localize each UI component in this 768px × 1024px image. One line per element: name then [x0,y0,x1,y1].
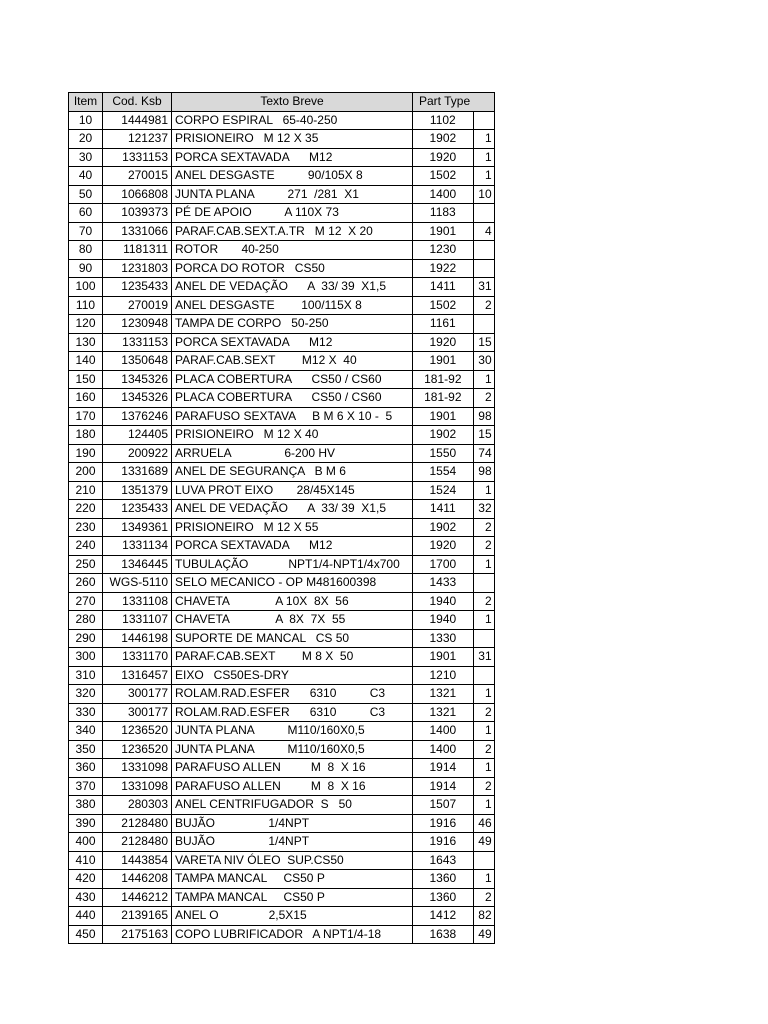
cell-qty[interactable]: 1 [473,796,494,815]
cell-qty[interactable]: 1 [473,685,494,704]
cell-item[interactable]: 280 [69,611,103,630]
cell-cod-ksb[interactable]: 1345326 [103,389,172,408]
cell-qty[interactable] [473,204,494,223]
table-row [69,666,495,685]
cell-part-type[interactable]: 1321 [413,685,474,704]
cell-qty[interactable] [473,111,494,130]
cell-qty[interactable]: 1 [473,870,494,889]
cell-part-type[interactable]: 1400 [413,740,474,759]
cell-qty[interactable]: 1 [473,722,494,741]
cell-cod-ksb[interactable]: 1446208 [103,870,172,889]
cell-qty[interactable]: 2 [473,537,494,556]
cell-item[interactable]: 180 [69,426,103,445]
cell-texto-breve[interactable]: PLACA COBERTURA CS50 / CS60 [172,389,413,408]
cell-part-type[interactable]: 1920 [413,333,474,352]
header-row [69,93,495,112]
cell-qty[interactable]: 2 [473,592,494,611]
cell-texto-breve[interactable]: ANEL O 2,5X15 [172,907,413,926]
cell-item[interactable]: 320 [69,685,103,704]
cell-qty[interactable] [473,629,494,648]
cell-part-type[interactable]: 1901 [413,648,474,667]
cell-item[interactable]: 240 [69,537,103,556]
cell-qty[interactable]: 1 [473,611,494,630]
cell-cod-ksb[interactable]: 270015 [103,167,172,186]
cell-cod-ksb[interactable]: 1331170 [103,648,172,667]
cell-cod-ksb[interactable]: 1331134 [103,537,172,556]
cell-cod-ksb[interactable]: 121237 [103,130,172,149]
table-row [69,222,495,241]
table-row [69,907,495,926]
cell-part-type[interactable]: 1914 [413,759,474,778]
cell-item[interactable]: 250 [69,555,103,574]
cell-cod-ksb[interactable]: 200922 [103,444,172,463]
cell-cod-ksb[interactable]: 1331098 [103,777,172,796]
cell-qty[interactable]: 1 [473,167,494,186]
table-row [69,426,495,445]
cell-qty[interactable] [473,851,494,870]
header-cod-ksb[interactable]: Cod. Ksb [103,93,172,112]
cell-part-type[interactable]: 1902 [413,130,474,149]
header-item[interactable]: Item [69,93,103,112]
cell-part-type[interactable]: 1554 [413,463,474,482]
table-row [69,814,495,833]
cell-qty[interactable] [473,666,494,685]
cell-texto-breve[interactable]: TAMPA MANCAL CS50 P [172,870,413,889]
cell-texto-breve[interactable]: PÉ DE APOIO A 110X 73 [172,204,413,223]
cell-cod-ksb[interactable]: 1346445 [103,555,172,574]
cell-part-type[interactable]: 1550 [413,444,474,463]
cell-texto-breve[interactable]: PLACA COBERTURA CS50 / CS60 [172,370,413,389]
table-row [69,759,495,778]
cell-part-type[interactable]: 1411 [413,278,474,297]
cell-qty[interactable]: 15 [473,426,494,445]
cell-part-type[interactable]: 1102 [413,111,474,130]
table-row [69,111,495,130]
cell-cod-ksb[interactable]: 1066808 [103,185,172,204]
cell-part-type[interactable]: 1638 [413,925,474,944]
cell-item[interactable]: 260 [69,574,103,593]
table-row [69,407,495,426]
cell-item[interactable]: 140 [69,352,103,371]
cell-item[interactable]: 110 [69,296,103,315]
table-row [69,463,495,482]
cell-texto-breve[interactable]: TUBULAÇÃO NPT1/4-NPT1/4x700 [172,555,413,574]
cell-part-type[interactable]: 181-92 [413,389,474,408]
cell-texto-breve[interactable]: TAMPA DE CORPO 50-250 [172,315,413,334]
cell-cod-ksb[interactable]: 1446212 [103,888,172,907]
table-row [69,444,495,463]
table-row [69,555,495,574]
cell-item[interactable]: 420 [69,870,103,889]
cell-texto-breve[interactable]: JUNTA PLANA M110/160X0,5 [172,722,413,741]
table-row [69,888,495,907]
table-row [69,518,495,537]
cell-texto-breve[interactable]: CHAVETA A 10X 8X 56 [172,592,413,611]
parts-table [68,92,495,944]
cell-item[interactable]: 90 [69,259,103,278]
table-row [69,278,495,297]
cell-qty[interactable] [473,241,494,260]
cell-cod-ksb[interactable]: 1230948 [103,315,172,334]
header-texto-breve[interactable]: Texto Breve [172,93,413,112]
cell-cod-ksb[interactable]: 1331066 [103,222,172,241]
cell-texto-breve[interactable]: TAMPA MANCAL CS50 P [172,888,413,907]
cell-cod-ksb[interactable]: 1345326 [103,370,172,389]
cell-texto-breve[interactable]: ANEL DESGASTE 100/115X 8 [172,296,413,315]
table-row [69,204,495,223]
cell-texto-breve[interactable]: CHAVETA A 8X 7X 55 [172,611,413,630]
cell-texto-breve[interactable]: PARAFUSO ALLEN M 8 X 16 [172,759,413,778]
cell-cod-ksb[interactable]: 1331689 [103,463,172,482]
cell-cod-ksb[interactable]: 1331153 [103,148,172,167]
cell-part-type[interactable]: 1922 [413,259,474,278]
table-row [69,481,495,500]
cell-cod-ksb[interactable]: 1444981 [103,111,172,130]
cell-qty[interactable]: 2 [473,703,494,722]
cell-item[interactable]: 210 [69,481,103,500]
cell-cod-ksb[interactable]: 1039373 [103,204,172,223]
cell-texto-breve[interactable]: PORCA SEXTAVADA M12 [172,333,413,352]
cell-cod-ksb[interactable]: 1236520 [103,722,172,741]
cell-cod-ksb[interactable]: 1443854 [103,851,172,870]
cell-texto-breve[interactable]: ANEL DE VEDAÇÃO A 33/ 39 X1,5 [172,500,413,519]
cell-qty[interactable]: 98 [473,407,494,426]
cell-item[interactable]: 150 [69,370,103,389]
cell-part-type[interactable]: 1360 [413,888,474,907]
cell-cod-ksb[interactable]: 1316457 [103,666,172,685]
cell-part-type[interactable]: 1916 [413,833,474,852]
table-row [69,740,495,759]
cell-texto-breve[interactable]: CORPO ESPIRAL 65-40-250 [172,111,413,130]
cell-cod-ksb[interactable]: 300177 [103,685,172,704]
cell-texto-breve[interactable]: PRISIONEIRO M 12 X 40 [172,426,413,445]
cell-item[interactable]: 170 [69,407,103,426]
cell-texto-breve[interactable]: ANEL CENTRIFUGADOR S 50 [172,796,413,815]
cell-cod-ksb[interactable]: 1231803 [103,259,172,278]
cell-cod-ksb[interactable]: 1331098 [103,759,172,778]
table-row [69,315,495,334]
cell-item[interactable]: 390 [69,814,103,833]
cell-part-type[interactable]: 1524 [413,481,474,500]
cell-part-type[interactable]: 181-92 [413,370,474,389]
table-row [69,333,495,352]
cell-part-type[interactable]: 1400 [413,185,474,204]
cell-part-type[interactable]: 1412 [413,907,474,926]
cell-qty[interactable]: 74 [473,444,494,463]
cell-qty[interactable]: 1 [473,481,494,500]
cell-item[interactable]: 220 [69,500,103,519]
cell-texto-breve[interactable]: PARAFUSO SEXTAVA B M 6 X 10 - 5 [172,407,413,426]
table-row [69,241,495,260]
table-row [69,389,495,408]
cell-cod-ksb[interactable]: 300177 [103,703,172,722]
cell-texto-breve[interactable]: PORCA DO ROTOR CS50 [172,259,413,278]
cell-qty[interactable]: 2 [473,389,494,408]
cell-qty[interactable]: 2 [473,777,494,796]
table-row [69,870,495,889]
cell-cod-ksb[interactable]: 1331107 [103,611,172,630]
cell-qty[interactable]: 2 [473,888,494,907]
cell-part-type[interactable]: 1183 [413,204,474,223]
cell-qty[interactable]: 46 [473,814,494,833]
cell-item[interactable]: 100 [69,278,103,297]
cell-item[interactable]: 270 [69,592,103,611]
cell-qty[interactable] [473,574,494,593]
cell-qty[interactable] [473,315,494,334]
cell-item[interactable]: 20 [69,130,103,149]
cell-item[interactable]: 430 [69,888,103,907]
cell-item[interactable]: 450 [69,925,103,944]
cell-qty[interactable]: 10 [473,185,494,204]
table-row [69,185,495,204]
cell-item[interactable]: 310 [69,666,103,685]
cell-texto-breve[interactable]: SUPORTE DE MANCAL CS 50 [172,629,413,648]
table-row [69,611,495,630]
cell-item[interactable]: 400 [69,833,103,852]
cell-item[interactable]: 290 [69,629,103,648]
cell-qty[interactable]: 32 [473,500,494,519]
cell-texto-breve[interactable]: PARAFUSO ALLEN M 8 X 16 [172,777,413,796]
cell-cod-ksb[interactable]: 1351379 [103,481,172,500]
table-row [69,722,495,741]
table-row [69,833,495,852]
cell-texto-breve[interactable]: JUNTA PLANA M110/160X0,5 [172,740,413,759]
cell-cod-ksb[interactable]: 1331153 [103,333,172,352]
cell-texto-breve[interactable]: PARAF.CAB.SEXT.A.TR M 12 X 20 [172,222,413,241]
cell-item[interactable]: 230 [69,518,103,537]
cell-part-type[interactable]: 1330 [413,629,474,648]
cell-cod-ksb[interactable]: 1181311 [103,241,172,260]
header-part-type[interactable]: Part Type [413,93,474,112]
cell-item[interactable]: 120 [69,315,103,334]
cell-qty[interactable]: 49 [473,925,494,944]
cell-part-type[interactable]: 1400 [413,722,474,741]
cell-part-type[interactable]: 1210 [413,666,474,685]
table-row [69,592,495,611]
cell-part-type[interactable]: 1902 [413,518,474,537]
table-row [69,352,495,371]
cell-qty[interactable]: 98 [473,463,494,482]
cell-cod-ksb[interactable]: 2128480 [103,833,172,852]
cell-cod-ksb[interactable]: 1376246 [103,407,172,426]
cell-texto-breve[interactable]: PRISIONEIRO M 12 X 55 [172,518,413,537]
cell-part-type[interactable]: 1902 [413,426,474,445]
cell-texto-breve[interactable]: EIXO CS50ES-DRY [172,666,413,685]
cell-qty[interactable]: 15 [473,333,494,352]
cell-part-type[interactable]: 1901 [413,407,474,426]
cell-item[interactable]: 380 [69,796,103,815]
cell-part-type[interactable]: 1360 [413,870,474,889]
table-row [69,629,495,648]
cell-texto-breve[interactable]: COPO LUBRIFICADOR A NPT1/4-18 [172,925,413,944]
table-row [69,130,495,149]
cell-part-type[interactable]: 1230 [413,241,474,260]
cell-qty[interactable]: 4 [473,222,494,241]
cell-qty[interactable]: 2 [473,296,494,315]
cell-part-type[interactable]: 1920 [413,537,474,556]
cell-texto-breve[interactable]: PARAF.CAB.SEXT M12 X 40 [172,352,413,371]
table-row [69,648,495,667]
cell-qty[interactable]: 82 [473,907,494,926]
cell-item[interactable]: 410 [69,851,103,870]
cell-qty[interactable]: 2 [473,518,494,537]
cell-part-type[interactable]: 1940 [413,592,474,611]
table-row [69,777,495,796]
cell-item[interactable]: 300 [69,648,103,667]
header-qty[interactable] [473,93,494,112]
cell-qty[interactable]: 49 [473,833,494,852]
cell-qty[interactable]: 1 [473,759,494,778]
cell-texto-breve[interactable]: BUJÃO 1/4NPT [172,814,413,833]
cell-part-type[interactable]: 1411 [413,500,474,519]
table-row [69,167,495,186]
cell-part-type[interactable]: 1940 [413,611,474,630]
cell-part-type[interactable]: 1433 [413,574,474,593]
cell-qty[interactable]: 31 [473,648,494,667]
cell-texto-breve[interactable]: ROLAM.RAD.ESFER 6310 C3 [172,685,413,704]
cell-texto-breve[interactable]: PRISIONEIRO M 12 X 35 [172,130,413,149]
cell-item[interactable]: 190 [69,444,103,463]
cell-cod-ksb[interactable]: 124405 [103,426,172,445]
cell-item[interactable]: 40 [69,167,103,186]
cell-cod-ksb[interactable]: 1350648 [103,352,172,371]
cell-part-type[interactable]: 1502 [413,167,474,186]
cell-cod-ksb[interactable]: 270019 [103,296,172,315]
cell-qty[interactable]: 1 [473,370,494,389]
table-row [69,574,495,593]
cell-texto-breve[interactable]: ROLAM.RAD.ESFER 6310 C3 [172,703,413,722]
cell-qty[interactable]: 1 [473,130,494,149]
cell-qty[interactable]: 1 [473,148,494,167]
table-row [69,851,495,870]
cell-texto-breve[interactable]: ANEL DESGASTE 90/105X 8 [172,167,413,186]
cell-cod-ksb[interactable]: 1235433 [103,278,172,297]
cell-cod-ksb[interactable]: 1331108 [103,592,172,611]
cell-texto-breve[interactable]: ANEL DE SEGURANÇA B M 6 [172,463,413,482]
cell-item[interactable]: 200 [69,463,103,482]
cell-item[interactable]: 360 [69,759,103,778]
cell-item[interactable]: 30 [69,148,103,167]
cell-part-type[interactable]: 1321 [413,703,474,722]
cell-texto-breve[interactable]: PORCA SEXTAVADA M12 [172,537,413,556]
cell-part-type[interactable]: 1161 [413,315,474,334]
cell-texto-breve[interactable]: ARRUELA 6-200 HV [172,444,413,463]
table-row [69,500,495,519]
cell-cod-ksb[interactable]: 1236520 [103,740,172,759]
cell-part-type[interactable]: 1502 [413,296,474,315]
cell-qty[interactable] [473,259,494,278]
cell-part-type[interactable]: 1901 [413,222,474,241]
table-row [69,925,495,944]
cell-qty[interactable]: 2 [473,740,494,759]
cell-texto-breve[interactable]: ROTOR 40-250 [172,241,413,260]
cell-texto-breve[interactable]: JUNTA PLANA 271 /281 X1 [172,185,413,204]
cell-part-type[interactable]: 1920 [413,148,474,167]
table-row [69,370,495,389]
cell-qty[interactable]: 31 [473,278,494,297]
cell-texto-breve[interactable]: SELO MECANICO - OP M481600398 [172,574,413,593]
cell-item[interactable]: 160 [69,389,103,408]
cell-item[interactable]: 440 [69,907,103,926]
cell-item[interactable]: 10 [69,111,103,130]
cell-texto-breve[interactable]: PORCA SEXTAVADA M12 [172,148,413,167]
cell-texto-breve[interactable]: LUVA PROT EIXO 28/45X145 [172,481,413,500]
cell-item[interactable]: 350 [69,740,103,759]
cell-item[interactable]: 70 [69,222,103,241]
cell-cod-ksb[interactable]: 2128480 [103,814,172,833]
cell-part-type[interactable]: 1507 [413,796,474,815]
table-row [69,148,495,167]
cell-item[interactable]: 330 [69,703,103,722]
cell-item[interactable]: 60 [69,204,103,223]
cell-cod-ksb[interactable]: 2175163 [103,925,172,944]
cell-texto-breve[interactable]: VARETA NIV ÓLEO SUP.CS50 [172,851,413,870]
cell-item[interactable]: 50 [69,185,103,204]
cell-item[interactable]: 130 [69,333,103,352]
cell-cod-ksb[interactable]: 2139165 [103,907,172,926]
cell-texto-breve[interactable]: PARAF.CAB.SEXT M 8 X 50 [172,648,413,667]
table-row [69,259,495,278]
cell-cod-ksb[interactable]: 1235433 [103,500,172,519]
cell-item[interactable]: 80 [69,241,103,260]
cell-part-type[interactable]: 1643 [413,851,474,870]
cell-item[interactable]: 370 [69,777,103,796]
cell-part-type[interactable]: 1700 [413,555,474,574]
cell-qty[interactable]: 30 [473,352,494,371]
cell-item[interactable]: 340 [69,722,103,741]
cell-cod-ksb[interactable]: 1349361 [103,518,172,537]
cell-cod-ksb[interactable]: 280303 [103,796,172,815]
table-row [69,296,495,315]
table-row [69,537,495,556]
parts-sheet [68,92,495,944]
table-row [69,796,495,815]
cell-part-type[interactable]: 1901 [413,352,474,371]
cell-part-type[interactable]: 1914 [413,777,474,796]
table-row [69,703,495,722]
table-row [69,685,495,704]
cell-texto-breve[interactable]: BUJÃO 1/4NPT [172,833,413,852]
cell-cod-ksb[interactable]: 1446198 [103,629,172,648]
cell-cod-ksb[interactable]: WGS-5110 [103,574,172,593]
cell-texto-breve[interactable]: ANEL DE VEDAÇÃO A 33/ 39 X1,5 [172,278,413,297]
cell-qty[interactable]: 1 [473,555,494,574]
cell-part-type[interactable]: 1916 [413,814,474,833]
